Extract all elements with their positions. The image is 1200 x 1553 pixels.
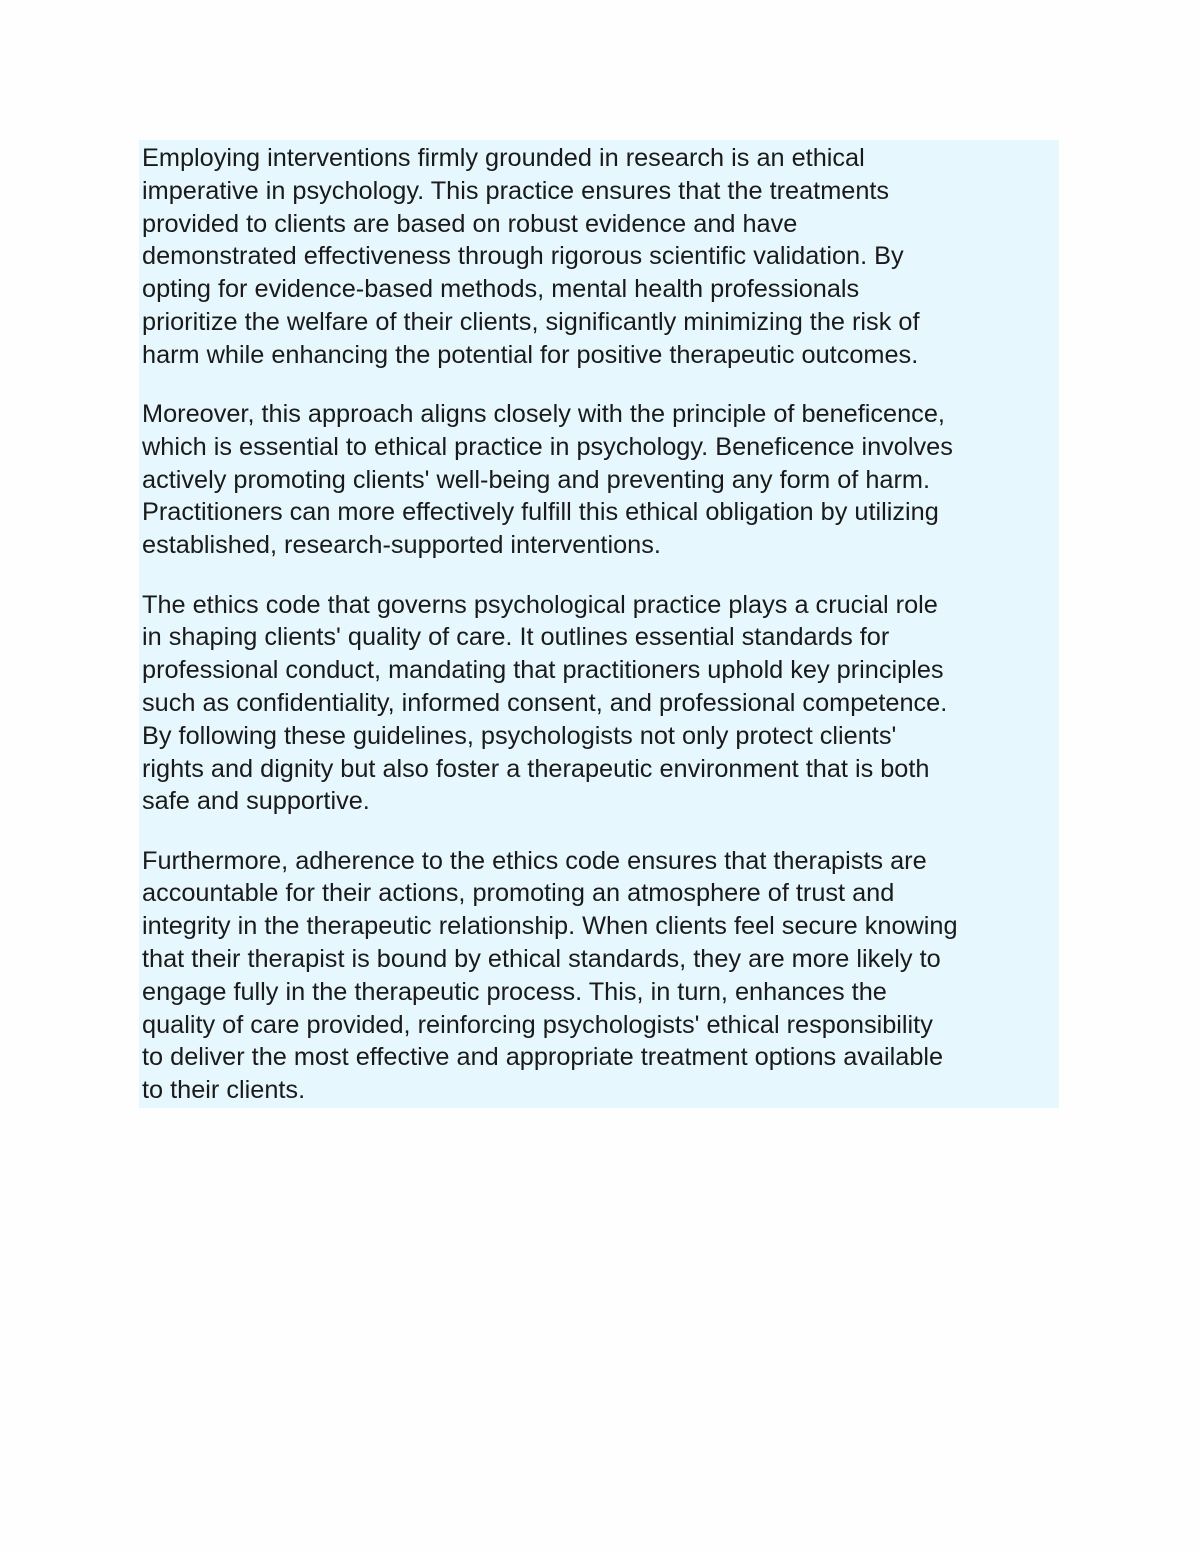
highlighted-text-block (139, 140, 1059, 1108)
text-line: to deliver the most effective and appropriate treatment options available (142, 1043, 944, 1072)
text-line: By following these guidelines, psychologists not only protect clients' (142, 721, 897, 750)
text-line: imperative in psychology. This practice ensures that the treatments (142, 176, 890, 205)
paragraph-evidence-based-interventions (142, 142, 1059, 372)
text-line: professional conduct, mandating that practitioners uphold key principles (142, 656, 944, 685)
text-line: prioritize the welfare of their clients, significantly minimizing the risk of (142, 307, 920, 336)
paragraph-ethics-code (142, 589, 1059, 819)
text-line: that their therapist is bound by ethical standards, they are more likely to (142, 945, 941, 974)
text-line: such as confidentiality, informed consent, and professional competence. (142, 688, 948, 717)
text-line: demonstrated effectiveness through rigorous scientific validation. By (142, 242, 904, 271)
text-line: actively promoting clients' well-being and preventing any form of harm. (142, 465, 931, 494)
text-line: in shaping clients' quality of care. It outlines essential standards for (142, 623, 890, 652)
paragraph-beneficence (142, 398, 1059, 562)
text-line: Practitioners can more effectively fulfill this ethical obligation by utilizing (142, 498, 939, 527)
text-line: Furthermore, adherence to the ethics code ensures that therapists are (142, 846, 927, 875)
text-line: which is essential to ethical practice in psychology. Beneficence involves (142, 432, 953, 461)
text-line: The ethics code that governs psychological practice plays a crucial role (142, 590, 938, 619)
text-line: Employing interventions firmly grounded in research is an ethical (142, 144, 865, 172)
text-line: opting for evidence-based methods, mental health professionals (142, 275, 860, 304)
text-line: provided to clients are based on robust evidence and have (142, 209, 798, 238)
text-line: safe and supportive. (142, 787, 370, 816)
text-line: Moreover, this approach aligns closely with the principle of beneficence, (142, 400, 945, 429)
text-line: rights and dignity but also foster a therapeutic environment that is both (142, 754, 930, 783)
text-line: integrity in the therapeutic relationship. When clients feel secure knowing (142, 912, 958, 941)
text-line: harm while enhancing the potential for positive therapeutic outcomes. (142, 340, 919, 369)
text-line: accountable for their actions, promoting an atmosphere of trust and (142, 879, 895, 908)
paragraph-accountability (142, 845, 1059, 1107)
text-line: quality of care provided, reinforcing psychologists' ethical responsibility (142, 1010, 933, 1039)
text-line: established, research-supported interventions. (142, 531, 661, 560)
text-line: engage fully in the therapeutic process. This, in turn, enhances the (142, 977, 887, 1006)
text-line: to their clients. (142, 1076, 306, 1105)
